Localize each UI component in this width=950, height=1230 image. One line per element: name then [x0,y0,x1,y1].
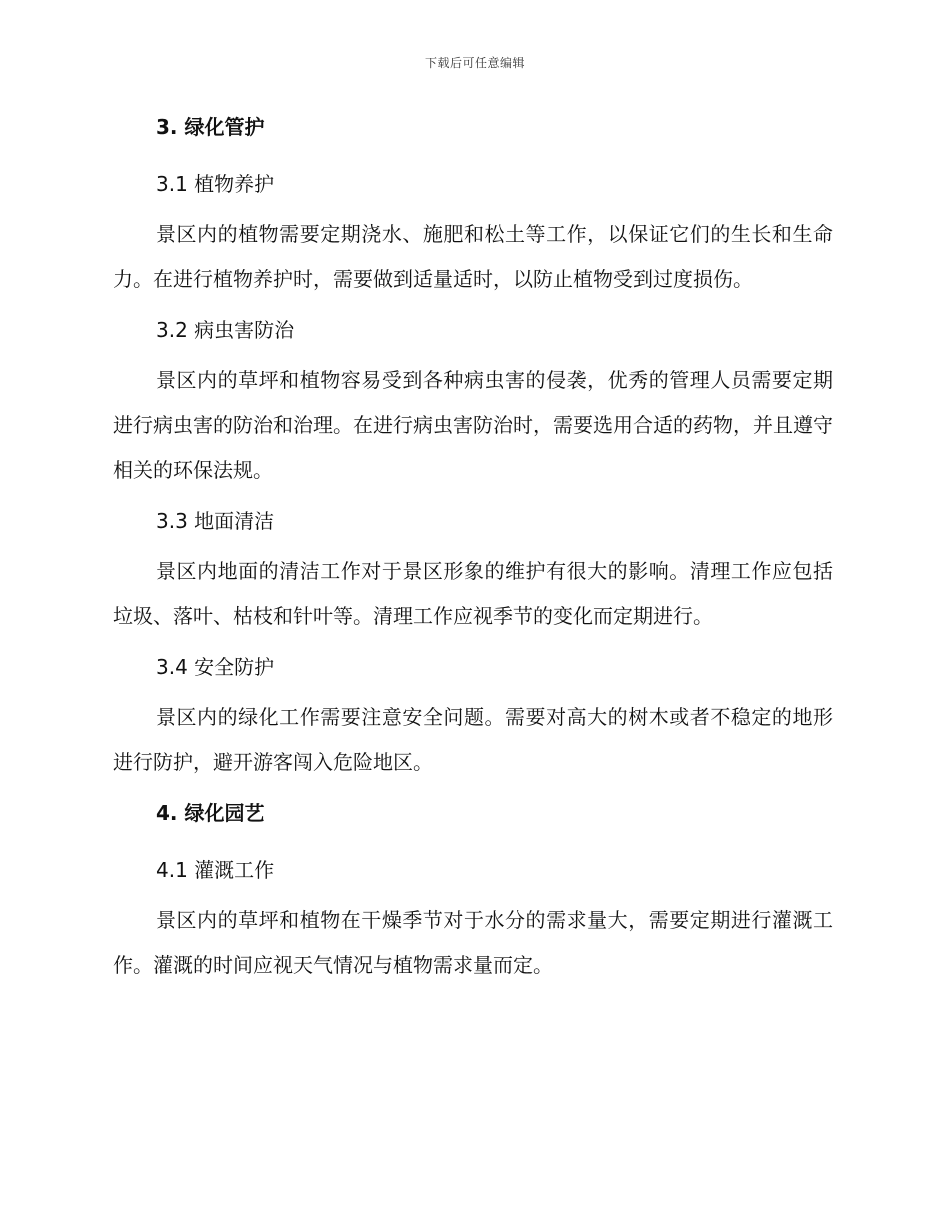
section-3-1-paragraph: 景区内的植物需要定期浇水、施肥和松土等工作，以保证它们的生长和生命力。在进行植物养护时，需要做到适量适时，以防止植物受到过度损伤。 [113,222,833,291]
section-3-2-paragraph: 景区内的草坪和植物容易受到各种病虫害的侵袭，优秀的管理人员需要定期进行病虫害的防治和治理。在进行病虫害防治时，需要选用合适的药物，并且遵守相关的环保法规。 [113,368,833,482]
section-3-3-paragraph: 景区内地面的清洁工作对于景区形象的维护有很大的影响。清理工作应包括垃圾、落叶、枯枝和针叶等。清理工作应视季节的变化而定期进行。 [113,559,833,628]
section-4-1-heading: 4.1 灌溉工作 [156,858,275,882]
section-3-3-heading: 3.3 地面清洁 [156,509,275,533]
section-3-1-heading: 3.1 植物养护 [156,172,275,196]
section-4-heading: 4. 绿化园艺 [156,801,265,825]
document-body [113,110,833,988]
section-3-2-heading: 3.2 病虫害防治 [156,318,295,342]
section-3-heading: 3. 绿化管护 [156,115,265,139]
section-3-4-heading: 3.4 安全防护 [156,655,275,679]
section-4-1-paragraph: 景区内的草坪和植物在干燥季节对于水分的需求量大，需要定期进行灌溉工作。灌溉的时间应视天气情况与植物需求量而定。 [113,908,833,977]
section-3-4-paragraph: 景区内的绿化工作需要注意安全问题。需要对高大的树木或者不稳定的地形进行防护，避开游客闯入危险地区。 [113,705,833,774]
page-header-note: 下载后可任意编辑 [424,56,525,70]
